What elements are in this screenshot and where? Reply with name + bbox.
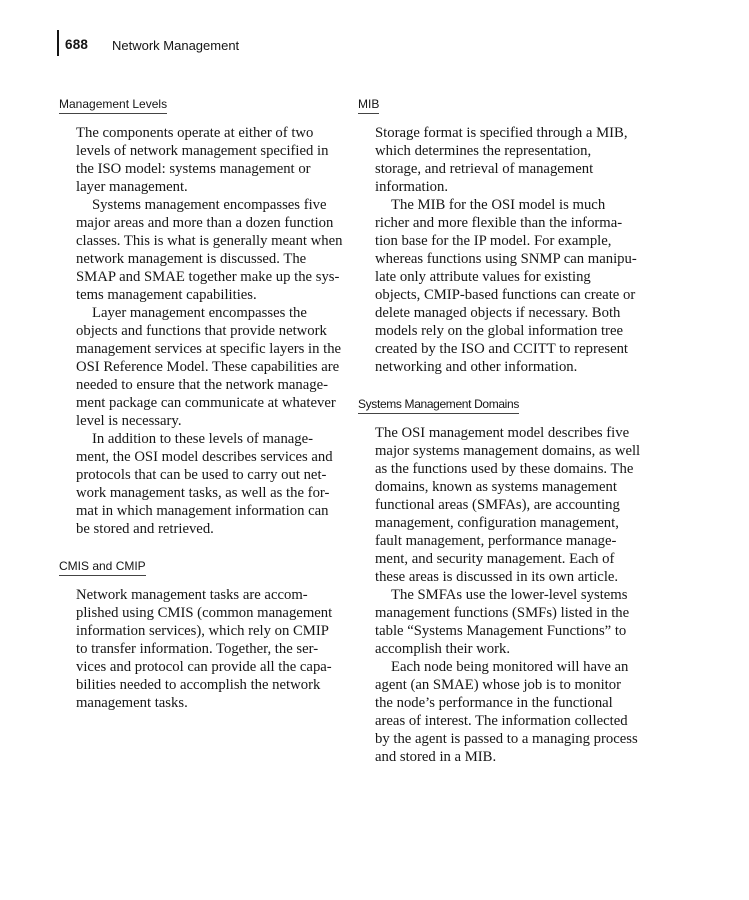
text-line: work management tasks, as well as the for- <box>76 485 330 501</box>
text-line: network management is discussed. The <box>76 251 307 267</box>
text-line: objects, CMIP-based functions can create or <box>375 287 636 303</box>
text-line: In addition to these levels of manage- <box>92 431 314 447</box>
text-line: OSI Reference Model. These capabilities are <box>76 359 340 375</box>
text-line: The SMFAs use the lower-level systems <box>391 587 628 603</box>
text-line: be stored and retrieved. <box>76 521 214 537</box>
text-line: whereas functions using SNMP can manipu- <box>375 251 637 267</box>
section-heading-systems-management-domains: Systems Management Domains <box>358 397 519 414</box>
text-line: information. <box>375 179 449 195</box>
text-line: Systems management encompasses five <box>92 197 327 213</box>
text-line: level is necessary. <box>76 413 182 429</box>
text-line: domains, known as systems management <box>375 479 617 495</box>
text-line: to transfer information. Together, the ser- <box>76 641 319 657</box>
text-line: networking and other information. <box>375 359 578 375</box>
text-line: as the functions used by these domains. The <box>375 461 634 477</box>
text-line: mat in which management information can <box>76 503 329 519</box>
text-line: plished using CMIS (common management <box>76 605 333 621</box>
text-line: Storage format is specified through a MIB, <box>375 125 628 141</box>
text-line: late only attribute values for existing <box>375 269 591 285</box>
text-line: tems management capabilities. <box>76 287 257 303</box>
text-line: table “Systems Management Functions” to <box>375 623 627 639</box>
section-heading-management-levels: Management Levels <box>59 97 167 114</box>
text-line: by the agent is passed to a managing process <box>375 731 638 747</box>
text-line: storage, and retrieval of management <box>375 161 594 177</box>
text-line: ment package can communicate at whatever <box>76 395 336 411</box>
text-line: Each node being monitored will have an <box>391 659 629 675</box>
text-line: ment, and security management. Each of <box>375 551 615 567</box>
text-line: protocols that can be used to carry out net- <box>76 467 327 483</box>
text-line: richer and more flexible than the informa- <box>375 215 623 231</box>
text-line: models rely on the global information tree <box>375 323 623 339</box>
text-line: management functions (SMFs) listed in the <box>375 605 630 621</box>
text-line: accomplish their work. <box>375 641 511 657</box>
text-line: major systems management domains, as well <box>375 443 641 459</box>
section-body-cmis-and-cmip <box>76 586 332 712</box>
text-line: ment, the OSI model describes services and <box>76 449 333 465</box>
text-line: needed to ensure that the network manage- <box>76 377 329 393</box>
section-body-mib <box>375 124 637 376</box>
text-line: these areas is discussed in its own article. <box>375 569 619 585</box>
section-body-management-levels <box>76 124 343 538</box>
text-line: bilities needed to accomplish the network <box>76 677 321 693</box>
text-line: the ISO model: systems management or <box>76 161 311 177</box>
text-line: objects and functions that provide network <box>76 323 327 339</box>
text-line: information services), which rely on CMIP <box>76 623 329 639</box>
text-line: and stored in a MIB. <box>375 749 497 765</box>
text-line: which determines the representation, <box>375 143 592 159</box>
text-line: functional areas (SMFAs), are accounting <box>375 497 620 513</box>
section-heading-mib: MIB <box>358 97 379 114</box>
running-head-rule <box>57 30 59 56</box>
running-head <box>57 30 277 56</box>
text-line: SMAP and SMAE together make up the sys- <box>76 269 340 285</box>
text-line: fault management, performance manage- <box>375 533 617 549</box>
text-line: agent (an SMAE) whose job is to monitor <box>375 677 621 693</box>
text-line: classes. This is what is generally meant when <box>76 233 343 249</box>
text-line: management tasks. <box>76 695 188 711</box>
text-line: the node’s performance in the functional <box>375 695 613 711</box>
text-line: tion base for the IP model. For example, <box>375 233 612 249</box>
text-line: The components operate at either of two <box>76 125 314 141</box>
text-line: Layer management encompasses the <box>92 305 307 321</box>
text-line: delete managed objects if necessary. Both <box>375 305 621 321</box>
text-line: management, configuration management, <box>375 515 619 531</box>
text-line: created by the ISO and CCITT to represent <box>375 341 629 357</box>
text-line: levels of network management specified in <box>76 143 329 159</box>
text-line: areas of interest. The information collected <box>375 713 628 729</box>
section-heading-cmis-and-cmip: CMIS and CMIP <box>59 559 146 576</box>
text-line: major areas and more than a dozen function <box>76 215 334 231</box>
text-line: vices and protocol can provide all the capa- <box>76 659 332 675</box>
text-line: Network management tasks are accom- <box>76 587 308 603</box>
section-body-systems-management-domains <box>375 424 640 766</box>
text-line: The MIB for the OSI model is much <box>391 197 606 213</box>
text-line: management services at specific layers in the <box>76 341 342 357</box>
page-number: 688 <box>65 37 89 52</box>
running-head-title: Network Management <box>112 38 240 53</box>
text-line: The OSI management model describes five <box>375 425 630 441</box>
text-line: layer management. <box>76 179 188 195</box>
